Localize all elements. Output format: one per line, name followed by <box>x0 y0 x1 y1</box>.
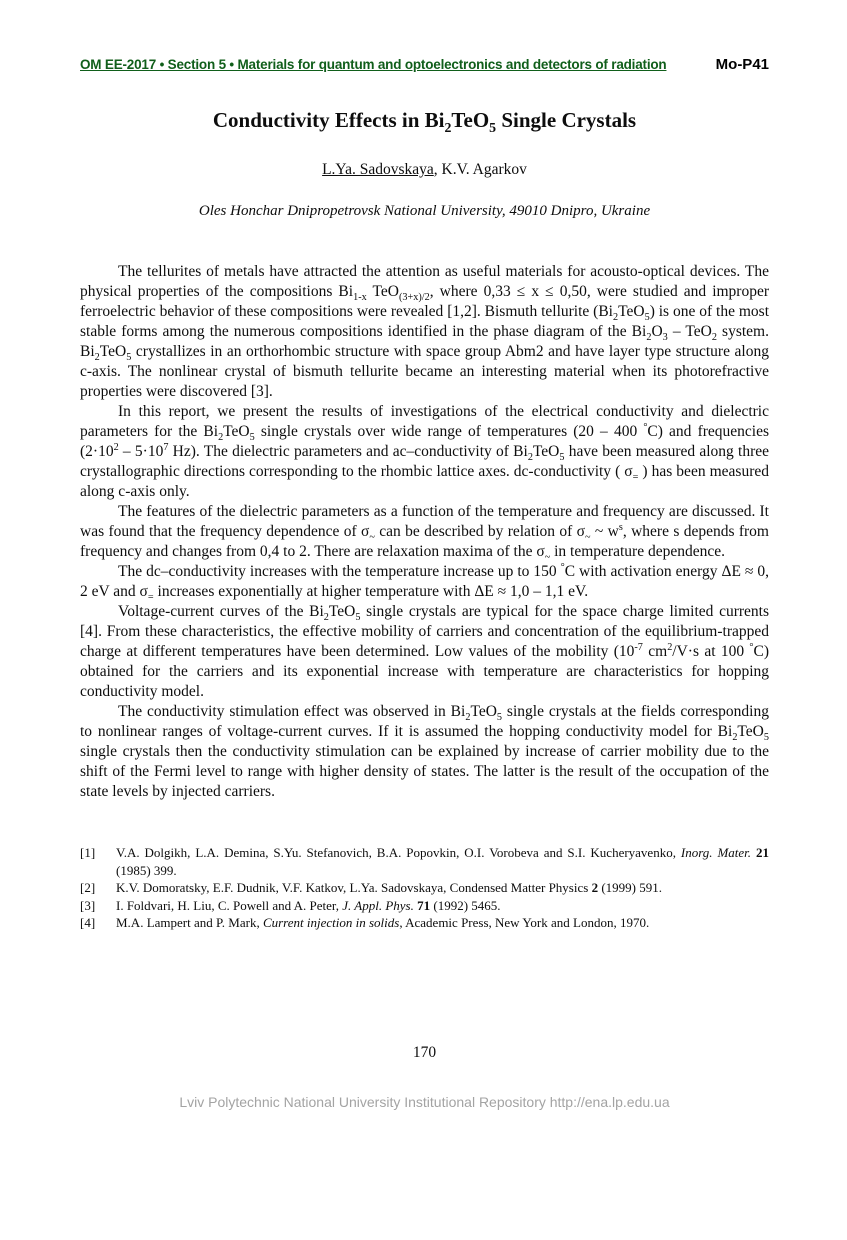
paragraph-3: The features of the dielectric parameters as a function of the temperature and frequency are discussed. It was found that the frequency dependence of $\sigma_\sim$ can be described by relation of $\sigma_\sim$ ~ $w^s$, where s depends from frequency and changes from 0,4 to 2. There are relaxation maxima of the $\sigma_\sim$ in temperature dependence. <box>80 503 769 564</box>
paragraph-5: Voltage-current curves of the $Bi_2TeO_5$ single crystals are typical for the space charge limited currents [4]. From these characteristics, the effective mobility of carriers and concentration of the equilibrium-trapped charge at different temperatures have been determined. Low values of the mobility ($10^{-7}$ $cm^2/V\cdot s$ at 100 °C) obtained for the carriers and its exponential increase with temperature are characteristics for hopping conductivity model. <box>80 603 769 700</box>
reference-text: K.V. Domoratsky, E.F. Dudnik, V.F. Katkov, L.Ya. Sadovskaya, Condensed Matter Physics 2 (1999) 591. <box>116 880 662 895</box>
reference-label: [2] <box>80 880 96 895</box>
reference-item-1 <box>80 844 769 879</box>
paper-code: Mo-P41 <box>715 56 769 73</box>
reference-text: I. Foldvari, H. Liu, C. Powell and A. Peter, J. Appl. Phys. 71 (1992) 5465. <box>116 897 501 913</box>
affiliation-line: Oles Honchar Dnipropetrovsk National University, 49010 Dnipro, Ukraine <box>198 203 651 219</box>
paragraph-4: The dc–conductivity increases with the temperature increase up to 150 °C with activation energy ΔE ≈ 0, 2 eV and $\sigma_=$ increases exponentially at higher temperature with ΔE ≈ 1,0 – 1,1 eV. <box>80 561 770 604</box>
conference-session-heading: OM EE-2017 • Section 5 • Materials for quantum and optoelectronics and detectors of radiation <box>80 57 667 72</box>
paper-title: Conductivity Effects in $Bi_2TeO_5$ Single Crystals <box>212 108 637 136</box>
reference-item-2 <box>80 879 769 897</box>
reference-label: [3] <box>80 897 96 913</box>
reference-label: [1] <box>80 845 96 860</box>
abstract-body <box>80 262 769 802</box>
page-number: 170 <box>412 1043 437 1061</box>
reference-text: M.A. Lampert and P. Mark, Current injection in solids, Academic Press, New York and London, 1970. <box>116 915 650 930</box>
reference-item-4 <box>80 914 769 932</box>
page-header <box>80 56 769 73</box>
repository-footer: Lviv Polytechnic National University Institutional Repository http://ena.lp.edu.ua <box>179 1093 670 1110</box>
paragraph-6: The conductivity stimulation effect was observed in $Bi_2TeO_5$ single crystals at the fields corresponding to nonlinear ranges of voltage-current curves. If it is assumed the hopping conductivity model for $Bi_2TeO_5$ single crystals then the conductivity stimulation can be explained by increase of carrier mobility due to the shift of the Fermi level to range with higher density of states. The latter is the result of the occupation of the state levels by injected carriers. <box>80 703 769 800</box>
references-list <box>80 844 769 932</box>
paragraph-1: The tellurites of metals have attracted the attention as useful materials for acousto-optical devices. The physical properties of the compositions $Bi_{1-x}$ TeO$_{(3+x)/2}$, where 0,33 ≤ x ≤ 0,50, were studied and improper ferroelectric behavior of these compositions were revealed [1,2]. Bismuth tellurite $(Bi_2TeO_5)$ is one of the most stable forms among the numerous compositions identified in the phase diagram of the $Bi_2O_3 - TeO_2$ system. $Bi_2TeO_5$ crystallizes in an orthorhombic structure with space group Abm2 and have layer type structure along c-axis. The nonlinear crystal of bismuth tellurite became an interesting material when its photorefractive properties were discovered [3]. <box>80 263 770 400</box>
reference-item-3 <box>80 897 769 915</box>
paragraph-2: In this report, we present the results of investigations of the electrical conductivity and dielectric parameters for the $Bi_2TeO_5$ single crystals over wide range of temperatures (20 – 400 °C) and frequencies ($2\cdot 10^2 - 5\cdot 10^7$ Hz). The dielectric parameters and ac–conductivity of $Bi_2TeO_5$ have been measured along three crystallographic directions corresponding to the rhombic lattice axes. dc-conductivity ( $\sigma_=$ ) has been measured along c-axis only. <box>80 403 770 500</box>
authors-line: L.Ya. Sadovskaya, K.V. Agarkov <box>322 161 527 178</box>
reference-text: V.A. Dolgikh, L.A. Demina, S.Yu. Stefanovich, B.A. Popovkin, O.I. Vorobeva and S.I. Kucheryavenko, Inorg. Mater. 21 (1985) 399. <box>116 845 769 878</box>
reference-label: [4] <box>80 915 96 930</box>
